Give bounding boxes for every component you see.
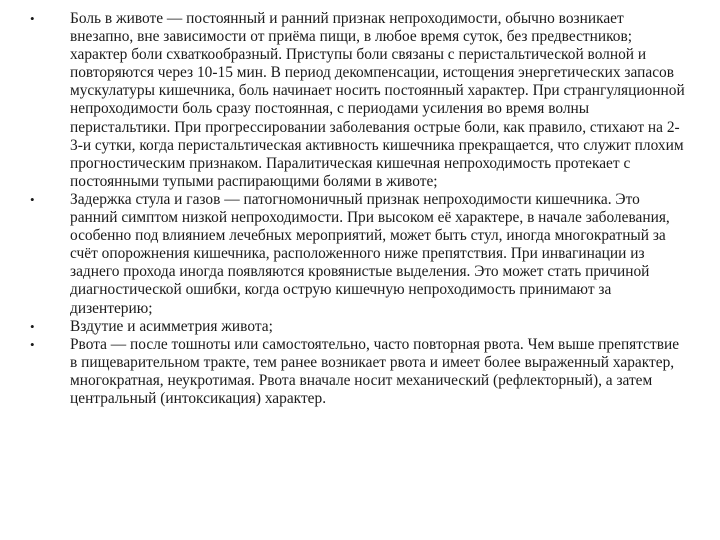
- bullet-icon: •: [30, 191, 35, 207]
- bullet-list: [30, 10, 690, 408]
- bullet-icon: •: [30, 336, 35, 352]
- list-item-pain: [30, 10, 690, 191]
- list-item-text: Боль в животе — постоянный и ранний признак непроходимости, обычно возникает внезапно, вне зависимости от приёма пищи, в любое время суток, без предвестников; характер боли схваткообразный. Приступы боли связаны с перистальтической волной и повторяются через 10-15 мин. В период декомпенсации, истощения энергетических запасов мускулатуры кишечника, боль начинает носить постоянный характер. При странгуляционной непроходимости боль сразу постоянная, с периодами усиления во время волны перистальтики. При прогрессировании заболевания острые боли, как правило, стихают на 2-3-и сутки, когда перистальтическая активность кишечника прекращается, что служит плохим прогностическим признаком. Паралитическая кишечная непроходимость протекает с постоянными тупыми распирающими болями в животе;: [70, 10, 685, 190]
- list-item-text: Вздутие и асимметрия живота;: [70, 317, 273, 335]
- list-item-text: Задержка стула и газов — патогномоничный признак непроходимости кишечника. Это ранний симптом низкой непроходимости. При высоком её характере, в начале заболевания, особенно под влиянием лечебных мероприятий, может быть стул, иногда многократный за счёт опорожнения кишечника, расположенного ниже препятствия. При инвагинации из заднего прохода иногда появляются кровянистые выделения. Это может стать причиной диагностической ошибки, когда острую кишечную непроходимость принимают за дизентерию;: [70, 190, 670, 317]
- bullet-icon: •: [30, 11, 35, 26]
- list-item-bloating: [30, 318, 690, 336]
- list-item-text: Рвота — после тошноты или самостоятельно, часто повторная рвота. Чем выше препятствие в пищеварительном тракте, тем ранее возникает рвота и имеет более выраженный характер, многократная, неукротимая. Рвота вначале носит механический (рефлекторный), а затем центральный (интоксикация) характер.: [70, 335, 680, 407]
- list-item-stool-retention: [30, 191, 690, 318]
- bullet-icon: •: [30, 318, 35, 334]
- list-item-vomiting: [30, 336, 690, 408]
